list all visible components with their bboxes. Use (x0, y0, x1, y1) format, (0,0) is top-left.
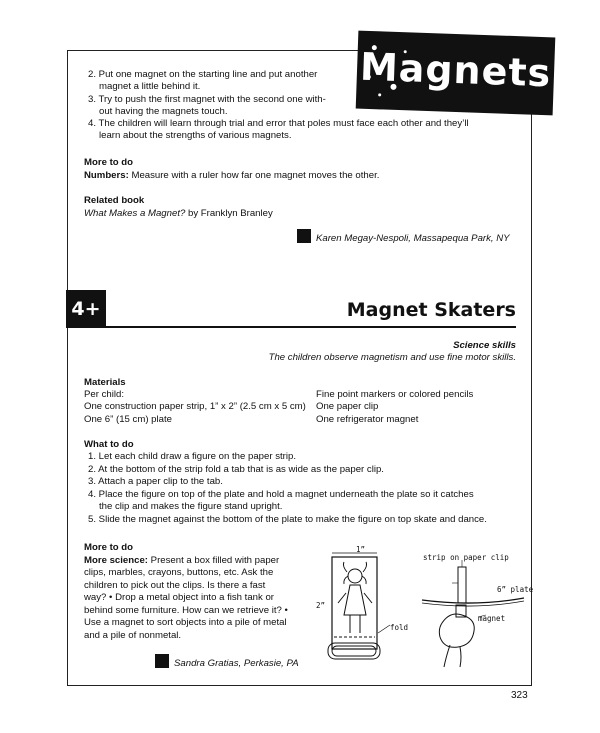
more-science-line: children to pick out the clips. Is there a fast (84, 580, 266, 591)
materials-heading: Materials (84, 377, 126, 388)
step-line: 3. Try to push the first magnet with the second one with- (88, 94, 326, 105)
related-book-entry (84, 208, 273, 221)
step-line: 4. The children will learn through trial and error that poles must face each other and they’ll (88, 118, 469, 129)
age-badge: 4+ (66, 290, 106, 328)
book-author: by Franklyn Branley (185, 208, 273, 219)
instruction-step: 1. Let each child draw a figure on the paper strip. (88, 451, 296, 462)
chapter-title: Magnets (359, 44, 552, 96)
instruction-step: 2. At the bottom of the strip fold a tab that is as wide as the paper clip. (88, 464, 384, 475)
skills-text: The children observe magnetism and use fine motor skills. (268, 352, 516, 363)
more-science-line: Use a magnet to sort objects into a pile of metal (84, 617, 287, 628)
more-science-line: clips, marbles, crayons, buttons, etc. Ask the (84, 567, 274, 578)
what-to-do-heading: What to do (84, 439, 134, 450)
materials-left-item: One 6” (15 cm) plate (84, 414, 172, 425)
more-science-line: and a pile of nonmetal. (84, 630, 182, 641)
more-to-do-label: Numbers: (84, 170, 129, 181)
more-science-line (84, 555, 279, 568)
more-to-do-heading: More to do (84, 157, 134, 168)
instruction-step: 5. Slide the magnet against the bottom of the plate to make the figure on top skate and dance. (88, 514, 487, 525)
plate-magnet-illustration (420, 555, 530, 670)
step-line: 2. Put one magnet on the starting line and put another (88, 69, 318, 80)
label-strip-on-clip: strip on paper clip (423, 553, 509, 562)
activity-title: Magnet Skaters (346, 299, 516, 321)
more-science-line: way? • Drop a metal object into a fish tank or (84, 592, 274, 603)
book-title: What Makes a Magnet? (84, 208, 186, 219)
credit-square-icon (297, 229, 311, 243)
more-science-line: behind some furniture. How can we retrieve it? • (84, 605, 288, 616)
more-to-do-heading: More to do (84, 542, 134, 553)
materials-right-item: One refrigerator magnet (316, 414, 419, 425)
instruction-step: the clip and makes the figure stand upright. (99, 501, 283, 512)
more-to-do-text (84, 170, 379, 183)
instruction-step: 3. Attach a paper clip to the tab. (88, 476, 223, 487)
label-one-inch: 1” (356, 545, 366, 554)
credit-square-icon (155, 654, 169, 668)
label-plate: 6” plate (497, 585, 534, 594)
title-rule (106, 326, 516, 328)
more-science-text: Present a box filled with paper (148, 555, 280, 566)
page-number: 323 (511, 690, 528, 701)
instruction-step: 4. Place the figure on top of the plate and hold a magnet underneath the plate so it catches (88, 489, 474, 500)
materials-left-item: One construction paper strip, 1” x 2” (2.5 cm x 5 cm) (84, 401, 306, 412)
chapter-header-badge (356, 31, 556, 116)
more-to-do-body: Measure with a ruler how far one magnet moves the other. (128, 170, 380, 181)
materials-right-item: Fine point markers or colored pencils (316, 389, 474, 400)
related-book-heading: Related book (84, 195, 145, 206)
contributor-credit: Karen Megay-Nespoli, Massapequa Park, NY (316, 233, 510, 244)
label-magnet: magnet (478, 614, 506, 623)
more-science-label: More science: (84, 555, 148, 566)
skills-heading: Science skills (453, 340, 516, 351)
label-fold: fold (390, 623, 409, 632)
step-line: learn about the strengths of various magnets. (99, 130, 292, 141)
step-line: out having the magnets touch. (99, 106, 228, 117)
contributor-credit: Sandra Gratias, Perkasie, PA (174, 658, 299, 669)
label-two-inch: 2” (316, 601, 326, 610)
materials-left-item: Per child: (84, 389, 124, 400)
materials-right-item: One paper clip (316, 401, 379, 412)
step-line: magnet a little behind it. (99, 81, 201, 92)
